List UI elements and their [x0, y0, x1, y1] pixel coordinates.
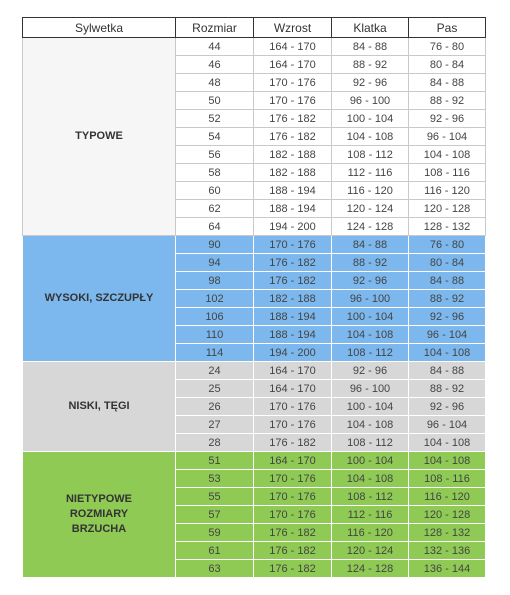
pas-cell: 104 - 108: [409, 146, 486, 164]
size-chart: [22, 17, 485, 578]
wzrost-cell: 188 - 194: [254, 182, 332, 200]
wzrost-cell: 164 - 170: [254, 56, 332, 74]
rozmiar-cell: 46: [176, 56, 254, 74]
header-klatka: Klatka: [332, 18, 409, 38]
pas-cell: 92 - 96: [409, 308, 486, 326]
klatka-cell: 92 - 96: [332, 362, 409, 380]
table-body: [23, 38, 486, 578]
wzrost-cell: 188 - 194: [254, 308, 332, 326]
klatka-cell: 84 - 88: [332, 38, 409, 56]
wzrost-cell: 164 - 170: [254, 380, 332, 398]
wzrost-cell: 170 - 176: [254, 488, 332, 506]
klatka-cell: 112 - 116: [332, 164, 409, 182]
rozmiar-cell: 50: [176, 92, 254, 110]
pas-cell: 76 - 80: [409, 236, 486, 254]
rozmiar-cell: 102: [176, 290, 254, 308]
klatka-cell: 100 - 104: [332, 110, 409, 128]
klatka-cell: 100 - 104: [332, 398, 409, 416]
wzrost-cell: 194 - 200: [254, 218, 332, 236]
klatka-cell: 84 - 88: [332, 236, 409, 254]
pas-cell: 88 - 92: [409, 380, 486, 398]
rozmiar-cell: 64: [176, 218, 254, 236]
table-row: [23, 236, 486, 254]
wzrost-cell: 170 - 176: [254, 74, 332, 92]
pas-cell: 96 - 104: [409, 326, 486, 344]
klatka-cell: 100 - 104: [332, 308, 409, 326]
rozmiar-cell: 110: [176, 326, 254, 344]
pas-cell: 84 - 88: [409, 362, 486, 380]
header-rozmiar: Rozmiar: [176, 18, 254, 38]
rozmiar-cell: 55: [176, 488, 254, 506]
rozmiar-cell: 27: [176, 416, 254, 434]
klatka-cell: 124 - 128: [332, 560, 409, 578]
wzrost-cell: 176 - 182: [254, 254, 332, 272]
wzrost-cell: 170 - 176: [254, 398, 332, 416]
pas-cell: 88 - 92: [409, 290, 486, 308]
klatka-cell: 96 - 100: [332, 92, 409, 110]
pas-cell: 120 - 128: [409, 200, 486, 218]
rozmiar-cell: 28: [176, 434, 254, 452]
pas-cell: 84 - 88: [409, 272, 486, 290]
pas-cell: 120 - 128: [409, 506, 486, 524]
klatka-cell: 88 - 92: [332, 254, 409, 272]
klatka-cell: 108 - 112: [332, 488, 409, 506]
group-label: TYPOWE: [23, 38, 176, 236]
wzrost-cell: 182 - 188: [254, 146, 332, 164]
klatka-cell: 104 - 108: [332, 128, 409, 146]
pas-cell: 132 - 136: [409, 542, 486, 560]
pas-cell: 104 - 108: [409, 434, 486, 452]
wzrost-cell: 188 - 194: [254, 326, 332, 344]
rozmiar-cell: 90: [176, 236, 254, 254]
rozmiar-cell: 59: [176, 524, 254, 542]
wzrost-cell: 164 - 170: [254, 38, 332, 56]
rozmiar-cell: 63: [176, 560, 254, 578]
wzrost-cell: 170 - 176: [254, 416, 332, 434]
rozmiar-cell: 106: [176, 308, 254, 326]
klatka-cell: 108 - 112: [332, 344, 409, 362]
group-label: WYSOKI, SZCZUPŁY: [23, 236, 176, 362]
wzrost-cell: 170 - 176: [254, 506, 332, 524]
klatka-cell: 108 - 112: [332, 434, 409, 452]
pas-cell: 108 - 116: [409, 470, 486, 488]
klatka-cell: 124 - 128: [332, 218, 409, 236]
pas-cell: 76 - 80: [409, 38, 486, 56]
wzrost-cell: 182 - 188: [254, 164, 332, 182]
klatka-cell: 120 - 124: [332, 542, 409, 560]
wzrost-cell: 182 - 188: [254, 290, 332, 308]
klatka-cell: 96 - 100: [332, 290, 409, 308]
table-row: [23, 452, 486, 470]
klatka-cell: 116 - 120: [332, 524, 409, 542]
pas-cell: 96 - 104: [409, 128, 486, 146]
klatka-cell: 104 - 108: [332, 416, 409, 434]
klatka-cell: 100 - 104: [332, 452, 409, 470]
rozmiar-cell: 48: [176, 74, 254, 92]
rozmiar-cell: 54: [176, 128, 254, 146]
rozmiar-cell: 61: [176, 542, 254, 560]
pas-cell: 84 - 88: [409, 74, 486, 92]
pas-cell: 92 - 96: [409, 398, 486, 416]
wzrost-cell: 164 - 170: [254, 452, 332, 470]
table-row: [23, 38, 486, 56]
wzrost-cell: 176 - 182: [254, 524, 332, 542]
pas-cell: 96 - 104: [409, 416, 486, 434]
header-row: [23, 18, 486, 38]
size-table: [22, 17, 486, 578]
pas-cell: 92 - 96: [409, 110, 486, 128]
wzrost-cell: 170 - 176: [254, 92, 332, 110]
klatka-cell: 108 - 112: [332, 146, 409, 164]
pas-cell: 128 - 132: [409, 524, 486, 542]
pas-cell: 80 - 84: [409, 56, 486, 74]
rozmiar-cell: 51: [176, 452, 254, 470]
rozmiar-cell: 58: [176, 164, 254, 182]
header-wzrost: Wzrost: [254, 18, 332, 38]
pas-cell: 128 - 132: [409, 218, 486, 236]
wzrost-cell: 170 - 176: [254, 470, 332, 488]
rozmiar-cell: 56: [176, 146, 254, 164]
pas-cell: 80 - 84: [409, 254, 486, 272]
rozmiar-cell: 53: [176, 470, 254, 488]
klatka-cell: 92 - 96: [332, 272, 409, 290]
rozmiar-cell: 62: [176, 200, 254, 218]
klatka-cell: 116 - 120: [332, 182, 409, 200]
wzrost-cell: 188 - 194: [254, 200, 332, 218]
klatka-cell: 96 - 100: [332, 380, 409, 398]
wzrost-cell: 176 - 182: [254, 542, 332, 560]
wzrost-cell: 176 - 182: [254, 560, 332, 578]
wzrost-cell: 170 - 176: [254, 236, 332, 254]
rozmiar-cell: 94: [176, 254, 254, 272]
klatka-cell: 120 - 124: [332, 200, 409, 218]
rozmiar-cell: 60: [176, 182, 254, 200]
wzrost-cell: 164 - 170: [254, 362, 332, 380]
klatka-cell: 112 - 116: [332, 506, 409, 524]
pas-cell: 88 - 92: [409, 92, 486, 110]
pas-cell: 136 - 144: [409, 560, 486, 578]
wzrost-cell: 176 - 182: [254, 128, 332, 146]
table-row: [23, 362, 486, 380]
klatka-cell: 104 - 108: [332, 326, 409, 344]
group-label: NIETYPOWE ROZMIARY BRZUCHA: [23, 452, 176, 578]
rozmiar-cell: 52: [176, 110, 254, 128]
header-pas: Pas: [409, 18, 486, 38]
pas-cell: 116 - 120: [409, 182, 486, 200]
rozmiar-cell: 114: [176, 344, 254, 362]
wzrost-cell: 194 - 200: [254, 344, 332, 362]
rozmiar-cell: 26: [176, 398, 254, 416]
pas-cell: 116 - 120: [409, 488, 486, 506]
rozmiar-cell: 57: [176, 506, 254, 524]
klatka-cell: 92 - 96: [332, 74, 409, 92]
wzrost-cell: 176 - 182: [254, 272, 332, 290]
pas-cell: 108 - 116: [409, 164, 486, 182]
group-label: NISKI, TĘGI: [23, 362, 176, 452]
rozmiar-cell: 98: [176, 272, 254, 290]
pas-cell: 104 - 108: [409, 344, 486, 362]
rozmiar-cell: 25: [176, 380, 254, 398]
klatka-cell: 88 - 92: [332, 56, 409, 74]
rozmiar-cell: 44: [176, 38, 254, 56]
rozmiar-cell: 24: [176, 362, 254, 380]
header-sylwetka: Sylwetka: [23, 18, 176, 38]
wzrost-cell: 176 - 182: [254, 434, 332, 452]
klatka-cell: 104 - 108: [332, 470, 409, 488]
pas-cell: 104 - 108: [409, 452, 486, 470]
wzrost-cell: 176 - 182: [254, 110, 332, 128]
